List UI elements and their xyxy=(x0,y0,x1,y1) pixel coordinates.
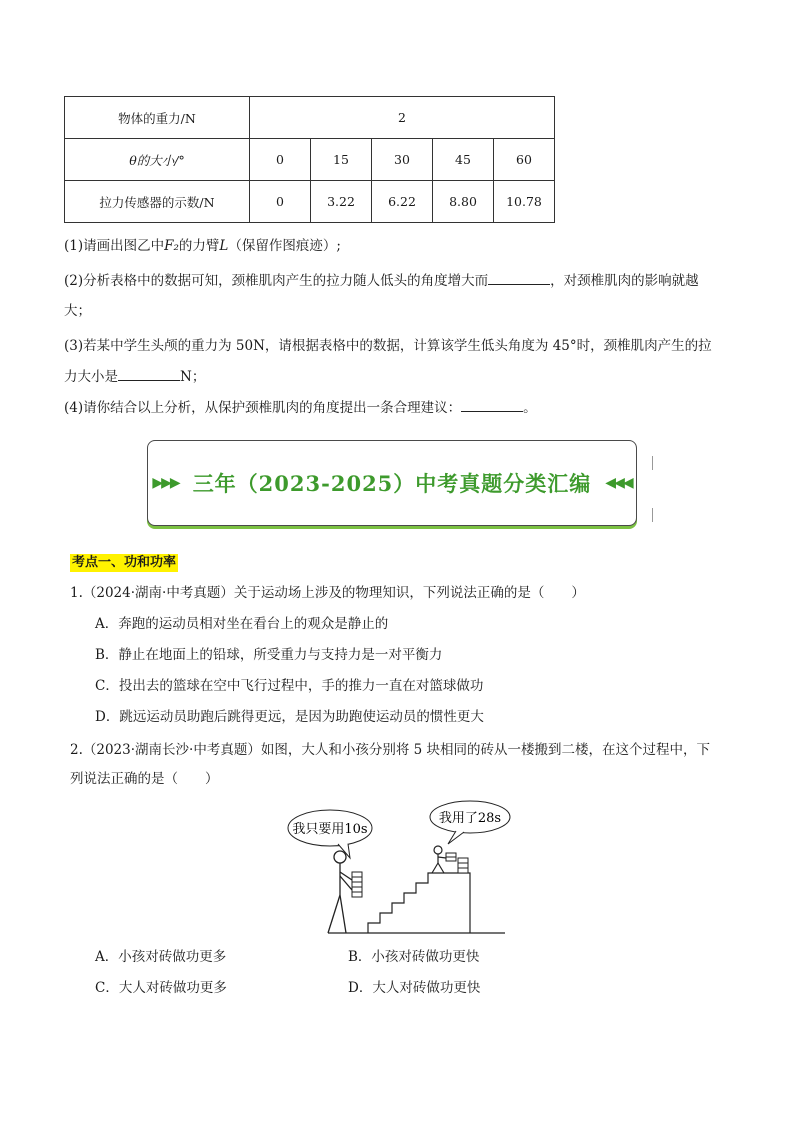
banner-title: 三年（2023-2025）中考真题分类汇编 xyxy=(192,471,592,496)
theta-label: θ的大小/° xyxy=(129,152,185,168)
option-d[interactable]: D．大人对砖做功更快 xyxy=(348,980,481,996)
option-c[interactable]: C．投出去的篮球在空中飞行过程中，手的推力一直在对篮球做功 xyxy=(95,678,484,694)
table-cell: 45 xyxy=(433,139,494,181)
question-2: (2)分析表格中的数据可知，颈椎肌肉产生的拉力随人低头的角度增大而 ，对颈椎肌肉的影响就越 xyxy=(64,270,699,292)
option-d[interactable]: D．跳远运动员助跑后跳得更远，是因为助跑使运动员的惯性更大 xyxy=(95,709,484,725)
topic-tag: 考点一、功和功率 xyxy=(72,555,177,570)
margin-mark xyxy=(652,508,653,522)
table-cell: 3.22 xyxy=(311,181,372,223)
left-arrows-icon: ◀◀◀ xyxy=(605,475,632,491)
table-cell: 30 xyxy=(372,139,433,181)
option-b[interactable]: B．静止在地面上的铅球，所受重力与支持力是一对平衡力 xyxy=(95,647,443,663)
brick-stack xyxy=(352,872,362,897)
table-row xyxy=(65,181,555,223)
child-bubble-text: 我用了28s xyxy=(438,811,502,826)
option-b[interactable]: B．小孩对砖做功更快 xyxy=(348,949,480,965)
table-cell: 8.80 xyxy=(433,181,494,223)
brick-stack xyxy=(446,853,468,873)
data-table xyxy=(64,96,555,223)
problem-2-stem: 2.（2023·湖南长沙·中考真题）如图，大人和小孩分别将 5 块相同的砖从一楼搬到二楼，在这个过程中，下 xyxy=(70,742,710,758)
question-3: (3)若某中学生头颅的重力为 50N，请根据表格中的数据，计算该学生低头角度为 45°时，颈椎肌肉产生的拉 xyxy=(64,338,712,354)
problem-1-stem: 1.（2024·湖南·中考真题）关于运动场上涉及的物理知识，下列说法正确的是（ ） xyxy=(70,585,585,601)
option-c[interactable]: C．大人对砖做功更多 xyxy=(95,980,227,996)
table-row-label: 物体的重力/N xyxy=(65,97,250,139)
right-arrows-icon: ▶▶▶ xyxy=(152,475,179,491)
section-banner xyxy=(147,440,637,526)
table-cell: 6.22 xyxy=(372,181,433,223)
stairs-figure xyxy=(280,800,520,940)
table-cell: 0 xyxy=(250,139,311,181)
problem-2-stem-continued: 列说法正确的是（ ） xyxy=(70,771,219,787)
margin-mark xyxy=(652,456,653,470)
answer-blank[interactable] xyxy=(488,270,550,285)
question-1: (1)请画出图乙中F₂的力臂L（保留作图痕迹）; xyxy=(64,238,341,254)
table-row-label xyxy=(65,139,250,181)
answer-blank[interactable] xyxy=(461,397,523,412)
table-row xyxy=(65,97,555,139)
table-row-label: 拉力传感器的示数/N xyxy=(65,181,250,223)
answer-blank[interactable] xyxy=(118,366,180,381)
table-cell: 15 xyxy=(311,139,372,181)
option-a[interactable]: A．奔跑的运动员相对坐在看台上的观众是静止的 xyxy=(95,616,389,632)
table-row xyxy=(65,139,555,181)
option-a[interactable]: A．小孩对砖做功更多 xyxy=(95,949,227,965)
bubble-tail xyxy=(448,831,464,844)
question-4: (4)请你结合以上分析，从保护颈椎肌肉的角度提出一条合理建议： 。 xyxy=(64,397,537,419)
question-3-continued: 力大小是 N； xyxy=(64,366,205,388)
question-2-continued: 大； xyxy=(64,303,91,319)
table-cell: 2 xyxy=(250,97,555,139)
adult-figure xyxy=(328,851,352,933)
table-cell: 10.78 xyxy=(494,181,555,223)
adult-bubble-text: 我只要用10s xyxy=(292,822,368,837)
table-cell: 60 xyxy=(494,139,555,181)
table-cell: 0 xyxy=(250,181,311,223)
child-figure xyxy=(432,846,446,873)
